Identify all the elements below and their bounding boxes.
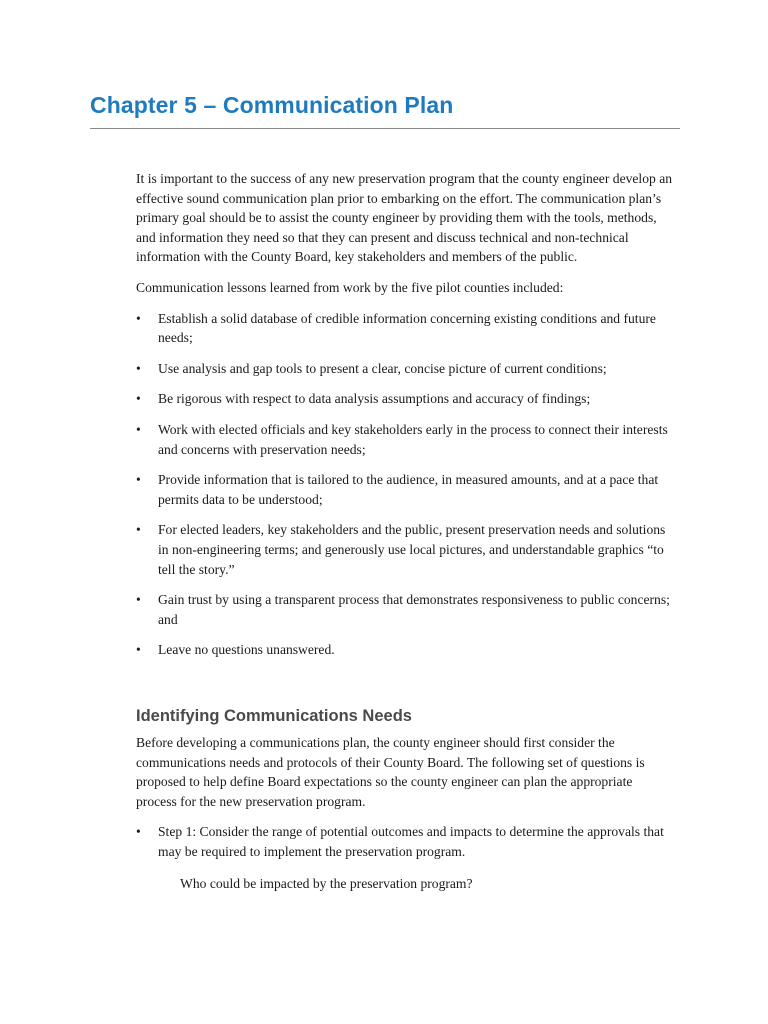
list-item-text: Use analysis and gap tools to present a clear, concise picture of current conditions; xyxy=(158,360,607,376)
bullet-icon: • xyxy=(136,391,141,407)
list-item-text: Work with elected officials and key stakeholders early in the process to connect their interests and concerns with preservation needs; xyxy=(158,421,668,457)
section-block xyxy=(136,705,674,904)
list-item-text: Be rigorous with respect to data analysis assumptions and accuracy of findings; xyxy=(158,391,591,407)
document-body xyxy=(136,169,674,672)
list-item-text: Provide information that is tailored to the audience, in measured amounts, and at a pace that permits data to be understood; xyxy=(158,472,659,507)
question-text: Who could be impacted by the preservation program? xyxy=(180,875,473,891)
steps-list xyxy=(136,822,674,861)
list-item xyxy=(136,520,674,579)
list-item-text: Gain trust by using a transparent process that demonstrates responsiveness to public concerns; and xyxy=(158,592,670,627)
bullet-icon: • xyxy=(136,824,141,840)
bullet-icon: • xyxy=(136,642,141,658)
list-item xyxy=(136,389,674,409)
section-heading: Identifying Communications Needs xyxy=(136,707,412,725)
list-item-text: Leave no questions unanswered. xyxy=(158,642,335,658)
chapter-title: Chapter 5 – Communication Plan xyxy=(90,92,454,118)
bullet-icon: • xyxy=(136,421,141,437)
intro-paragraph: It is important to the success of any new preservation program that the county engineer develop an effective sound communication plan prior to embarking on the effort. The communication plan’s primary goal should be to assist the county engineer by providing them with the tools, methods, and information they need so that they can present and discuss technical and non-technical information with the County Board, key stakeholders and members of the public. xyxy=(136,171,673,265)
list-item xyxy=(136,359,674,379)
bullet-icon: • xyxy=(136,522,141,538)
lessons-list xyxy=(136,309,674,660)
bullet-icon: • xyxy=(136,360,141,376)
lessons-intro: Communication lessons learned from work by the five pilot counties included: xyxy=(136,279,564,295)
bullet-icon: • xyxy=(136,592,141,608)
list-item xyxy=(136,590,674,629)
step-text: Step 1: Consider the range of potential outcomes and impacts to determine the approvals that may be required to implement the preservation program. xyxy=(158,824,664,859)
section-paragraph: Before developing a communications plan, the county engineer should first consider the communications needs and protocols of their County Board. The following set of questions is proposed to help define Board expectations so the county engineer can plan the appropriate process for the new preservation program. xyxy=(136,735,645,809)
list-item-text: For elected leaders, key stakeholders and the public, present preservation needs and solutions in non-engineering terms; and generously use local pictures, and understandable graphics “to tell the story.” xyxy=(158,522,666,577)
bullet-icon: • xyxy=(136,472,141,488)
title-divider xyxy=(90,128,680,129)
list-item xyxy=(136,470,674,509)
list-item xyxy=(136,640,674,660)
list-item xyxy=(136,420,674,459)
list-item-text: Establish a solid database of credible information concerning existing conditions and future needs; xyxy=(158,310,656,346)
bullet-icon: • xyxy=(136,310,141,326)
list-item xyxy=(136,309,674,348)
list-item xyxy=(136,822,674,861)
